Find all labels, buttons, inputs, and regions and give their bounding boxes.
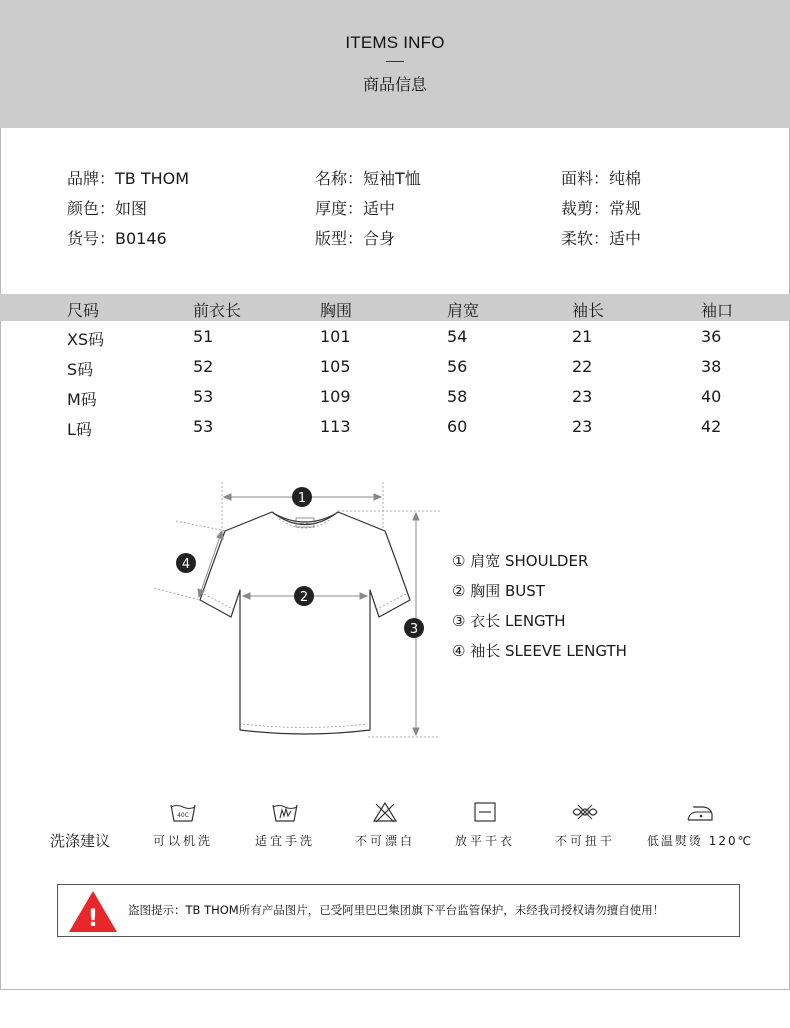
cell-sleeve-length: 23 xyxy=(572,387,593,406)
care-item xyxy=(230,800,340,849)
legend-shoulder: ① 肩宽 SHOULDER xyxy=(452,552,589,570)
cell-front-length: 51 xyxy=(193,327,214,346)
info-softness: 柔软：适中 xyxy=(561,229,642,248)
cell-cuff: 36 xyxy=(701,327,722,346)
cell-cuff: 42 xyxy=(701,417,722,436)
info-fabric: 面料：纯棉 xyxy=(561,169,642,188)
marker-4-label: 4 xyxy=(181,557,191,572)
info-brand: 品牌：TB THOM xyxy=(67,169,190,188)
cell-bust: 113 xyxy=(320,417,351,436)
care-label: 可以机洗 xyxy=(152,834,213,848)
care-label: 不可扭干 xyxy=(554,834,615,848)
header-cuff: 袖口 xyxy=(701,301,734,320)
collar-tag-label: ~~ xyxy=(299,520,311,528)
header-sleeve-length: 袖长 xyxy=(572,301,605,320)
warning-icon xyxy=(66,888,120,934)
tshirt-outline xyxy=(200,512,410,734)
cell-shoulder: 56 xyxy=(447,357,468,376)
cell-shoulder: 54 xyxy=(447,327,468,346)
care-item xyxy=(530,800,640,849)
care-label: 低温熨烫 120℃ xyxy=(646,834,754,848)
marker-1-label: 1 xyxy=(297,491,307,506)
header-shoulder: 肩宽 xyxy=(447,301,480,320)
cell-shoulder: 58 xyxy=(447,387,468,406)
care-item xyxy=(128,800,238,849)
iron-low-icon xyxy=(684,800,716,824)
care-item xyxy=(430,800,540,849)
product-info xyxy=(67,166,767,256)
info-row xyxy=(67,226,767,256)
size-table-header xyxy=(0,294,790,321)
table-row xyxy=(0,411,790,441)
table-row xyxy=(0,351,790,381)
care-label: 放平干衣 xyxy=(454,834,515,848)
no-bleach-icon xyxy=(369,800,401,824)
wash-40c-icon xyxy=(167,800,199,824)
hand-wash-icon xyxy=(269,800,301,824)
info-name: 名称：短袖T恤 xyxy=(315,169,421,188)
cell-bust: 109 xyxy=(320,387,351,406)
info-fit: 版型：合身 xyxy=(315,229,396,248)
cell-cuff: 38 xyxy=(701,357,722,376)
info-row xyxy=(67,166,767,196)
warning-glyph: ! xyxy=(87,904,99,932)
cell-sleeve-length: 23 xyxy=(572,417,593,436)
care-title: 洗涤建议 xyxy=(50,832,111,850)
cell-size: M码 xyxy=(67,390,97,409)
info-row xyxy=(67,196,767,226)
page-header xyxy=(0,0,790,128)
header-size: 尺码 xyxy=(67,301,100,320)
anti-theft-notice xyxy=(57,884,740,937)
care-instructions xyxy=(0,800,790,860)
care-item xyxy=(640,800,760,849)
marker-shoulder xyxy=(292,487,312,507)
info-color: 颜色：如图 xyxy=(67,199,148,218)
care-label: 不可漂白 xyxy=(354,834,415,848)
cell-size: XS码 xyxy=(67,330,105,349)
cell-front-length: 53 xyxy=(193,387,214,406)
header-title-en: ITEMS INFO xyxy=(345,33,445,52)
marker-3-label: 3 xyxy=(409,622,419,637)
care-label: 适宜手洗 xyxy=(254,834,315,848)
cell-bust: 105 xyxy=(320,357,351,376)
table-row xyxy=(0,321,790,351)
info-item-no: 货号：B0146 xyxy=(67,229,167,248)
cell-size: S码 xyxy=(67,360,94,379)
legend-bust: ② 胸围 BUST xyxy=(452,582,545,600)
tshirt-diagram xyxy=(150,480,460,755)
cell-sleeve-length: 22 xyxy=(572,357,593,376)
header-bust: 胸围 xyxy=(320,301,353,320)
marker-bust xyxy=(294,586,314,606)
measurement-legend xyxy=(452,550,627,670)
cell-bust: 101 xyxy=(320,327,351,346)
legend-sleeve-length: ④ 袖长 SLEEVE LENGTH xyxy=(452,642,627,660)
notice-text: 盗图提示：TB THOM所有产品图片，已受阿里巴巴集团旗下平台监管保护，未经我司授权请勿擅自使用！ xyxy=(128,903,665,917)
dry-flat-icon xyxy=(469,800,501,824)
cell-front-length: 53 xyxy=(193,417,214,436)
cell-cuff: 40 xyxy=(701,387,722,406)
marker-2-label: 2 xyxy=(299,590,309,605)
cell-sleeve-length: 21 xyxy=(572,327,593,346)
legend-length: ③ 衣长 LENGTH xyxy=(452,612,566,630)
cell-shoulder: 60 xyxy=(447,417,468,436)
table-row xyxy=(0,381,790,411)
info-thickness: 厚度：适中 xyxy=(315,199,396,218)
no-wring-icon xyxy=(569,800,601,824)
care-item xyxy=(330,800,440,849)
wash-temp-label: 40C xyxy=(177,812,189,819)
marker-length xyxy=(404,618,424,638)
marker-sleeve-length xyxy=(176,553,196,573)
cell-front-length: 52 xyxy=(193,357,214,376)
header-title-cn: 商品信息 xyxy=(362,75,427,94)
header-front-length: 前衣长 xyxy=(193,301,242,320)
info-cut: 裁剪：常规 xyxy=(561,199,642,218)
cell-size: L码 xyxy=(67,420,92,439)
size-table xyxy=(0,294,790,441)
header-divider xyxy=(386,61,404,62)
